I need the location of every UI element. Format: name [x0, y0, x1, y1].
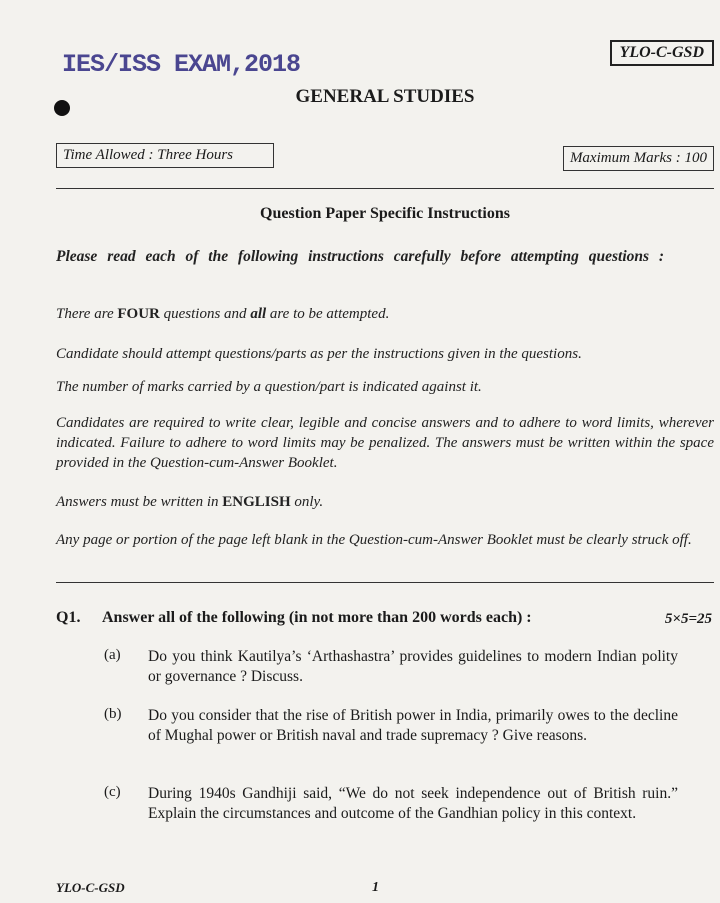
paper-title: GENERAL STUDIES	[295, 86, 475, 107]
instruction-text: There are	[56, 306, 118, 322]
maximum-marks-box: Maximum Marks : 100	[563, 146, 714, 171]
question-text: Answer all of the following (in not more than 200 words each) :	[102, 609, 532, 626]
instruction-text: are to be attempted.	[266, 306, 390, 322]
paper-code-box: YLO-C-GSD	[610, 40, 714, 66]
part-label: (a)	[104, 647, 121, 663]
instruction-text: questions and	[159, 306, 251, 322]
question-number: Q1.	[56, 609, 81, 626]
part-label: (c)	[104, 784, 121, 800]
exam-stamp: IES/ISS EXAM,2018	[62, 50, 301, 79]
question-marks: 5×5=25	[664, 611, 712, 627]
part-label: (b)	[104, 706, 122, 722]
read-notice: Please read each of the following instructions carefully before attempting questions :	[56, 248, 665, 265]
instruction-text: Answers must be written in	[56, 494, 223, 510]
part-text: Do you think Kautilya’s ‘Arthashastra’ provides guidelines to modern Indian polity or governance ? Discuss.	[148, 648, 678, 685]
time-allowed-box: Time Allowed : Three Hours	[56, 143, 274, 168]
part-text: Do you consider that the rise of British power in India, primarily owes to the decline of Mughal power or British naval and trade supremacy ? Give reasons.	[148, 707, 678, 744]
instruction-word-limits: Candidates are required to write clear, legible and concise answers and to adhere to word limits, wherever indicated. Failure to adhere to word limits may be penalized. The answers must be written within the space provided in the Question-cum-Answer Booklet.	[56, 415, 714, 471]
part-text: During 1940s Gandhiji said, “We do not seek independence out of British ruin.” Explain the circumstances and outcome of the Gandhian policy in this context.	[148, 785, 678, 822]
instruction-attempt: Candidate should attempt questions/parts as per the instructions given in the questions.	[56, 346, 582, 362]
instruction-questions-count	[56, 304, 714, 324]
footer-paper-code: YLO-C-GSD	[56, 880, 125, 895]
instruction-blank-pages: Any page or portion of the page left blank in the Question-cum-Answer Booklet must be clearly struck off.	[56, 532, 692, 548]
page-number: 1	[372, 880, 379, 895]
instruction-text: only.	[290, 494, 324, 510]
instruction-emphasis: all	[250, 306, 267, 322]
instruction-marks: The number of marks carried by a question/part is indicated against it.	[56, 379, 482, 395]
instructions-heading: Question Paper Specific Instructions	[260, 205, 510, 222]
divider-top	[56, 188, 714, 189]
divider-bottom	[56, 582, 714, 583]
instruction-emphasis: ENGLISH	[222, 494, 291, 510]
instruction-language	[56, 492, 714, 512]
instruction-emphasis: FOUR	[117, 306, 160, 322]
